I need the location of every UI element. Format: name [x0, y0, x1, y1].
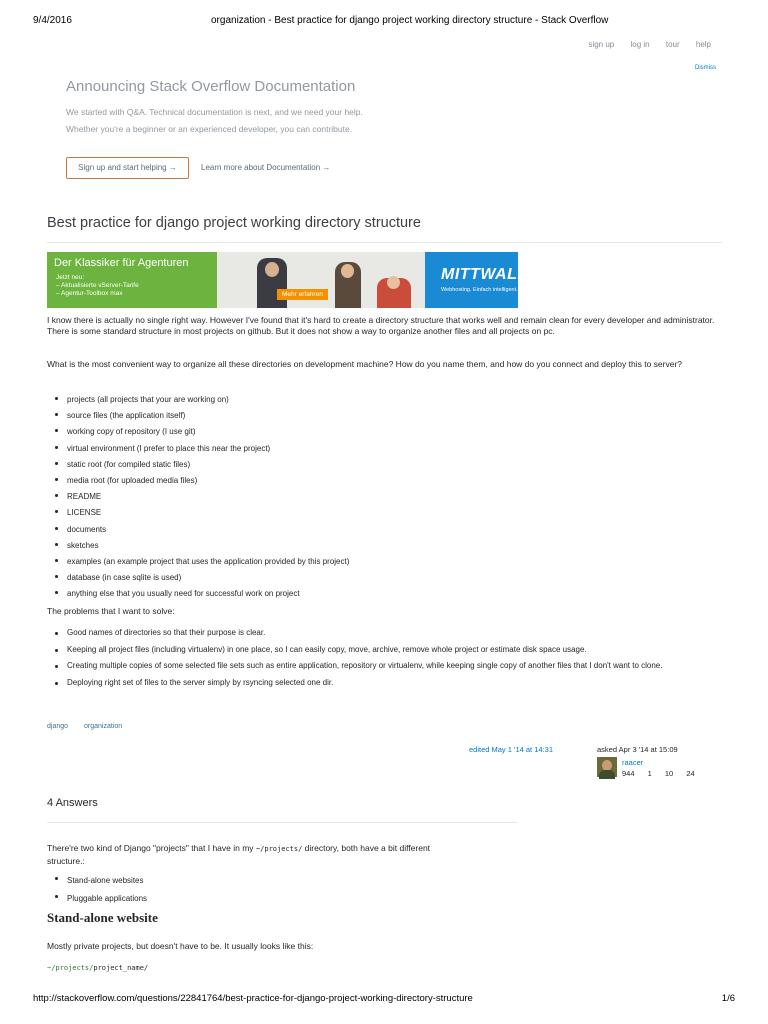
signup-link[interactable]: sign up: [588, 40, 615, 49]
problems-list: [47, 627, 737, 688]
list-item: virtual environment (I prefer to place this near the project): [47, 441, 737, 457]
tag-organization[interactable]: organization: [83, 723, 123, 730]
list-item: working copy of repository (I use git): [47, 424, 737, 440]
announcement-title: Announcing Stack Overflow Documentation: [66, 78, 356, 95]
print-title: organization - Best practice for django project working directory structure - Stack Overflow: [211, 15, 609, 26]
silver-badges: 10: [664, 769, 674, 778]
ad-brand-panel: [425, 252, 530, 308]
list-item: source files (the application itself): [47, 408, 737, 424]
problems-intro: The problems that I want to solve:: [47, 606, 175, 616]
answer-intro: There're two kind of Django "projects" that I have in my ~/projects/ directory, both have a bit different structure.:: [47, 843, 431, 866]
divider: [47, 242, 722, 243]
login-link[interactable]: log in: [630, 40, 650, 49]
bronze-badges: 24: [686, 769, 695, 778]
question-paragraph-1: I know there is actually no single right way. However I've found that it's hard to create a directory structure that works well and remain clean for every developer and administrator. There is some standard structure in most projects on github. But it does not show a way to organize another files and all projects on pc.: [47, 315, 715, 336]
ad-brand-logo: MITTWALD: [441, 266, 530, 283]
announcement-line-2: Whether you're a beginner or an experienced developer, you can contribute.: [66, 124, 353, 134]
edited-link[interactable]: edited May 1 '14 at 14:31: [469, 745, 553, 754]
code-block: ~/projects/project_name/: [47, 964, 149, 972]
divider: [47, 822, 517, 823]
list-item: examples (an example project that uses the application provided by this project): [47, 554, 737, 570]
user-reputation: [622, 769, 695, 778]
answer-paragraph: Mostly private projects, but doesn't have to be. It usually looks like this:: [47, 941, 314, 951]
topbar: [574, 40, 711, 49]
list-item: LICENSE: [47, 505, 737, 521]
ad-headline: Der Klassiker für Agenturen: [54, 257, 189, 269]
ad-left-panel: [47, 252, 217, 308]
tour-link[interactable]: tour: [665, 40, 680, 49]
print-date: 9/4/2016: [33, 15, 72, 26]
list-item: anything else that you usually need for successful work on project: [47, 586, 737, 602]
user-name-link[interactable]: raacer: [622, 758, 644, 767]
question-title[interactable]: Best practice for django project working directory structure: [47, 215, 421, 231]
project-kinds-list: [47, 872, 737, 908]
directory-list: [47, 392, 737, 603]
ad-banner[interactable]: [47, 252, 530, 308]
ad-subtext: Jetzt neu: – Aktualisierte vServer-Tarife – Agentur-Toolbox max: [56, 274, 139, 297]
documentation-announcement: [66, 78, 486, 179]
question-paragraph-2: What is the most convenient way to organize all these directories on development machine? How do you name them, and how do you connect and deploy this to server?: [47, 359, 683, 369]
reputation-score: 944: [622, 769, 635, 778]
print-footer: [33, 993, 735, 1004]
list-item: README: [47, 489, 737, 505]
inline-code: ~/projects/: [255, 845, 303, 853]
signup-helping-button[interactable]: Sign up and start helping →: [66, 157, 189, 179]
list-item: Good names of directories so that their purpose is clear.: [47, 627, 737, 639]
answers-count: 4 Answers: [47, 797, 98, 809]
ad-cta-button[interactable]: Mehr erfahren: [277, 289, 328, 300]
asked-date: asked Apr 3 '14 at 15:09: [597, 745, 678, 754]
list-item: Stand-alone websites: [47, 872, 737, 890]
page-number: 1/6: [721, 993, 735, 1004]
announcement-line-1: We started with Q&A. Technical documentation is next, and we need your help.: [66, 107, 363, 117]
dismiss-link[interactable]: Dismiss: [695, 65, 716, 71]
list-item: Keeping all project files (including virtualenv) in one place, so I can easily copy, move, archive, remove whole project or estimate disk space usage.: [47, 644, 737, 656]
list-item: Creating multiple copies of some selected file sets such as entire application, repository or virtualenv, while keeping single copy of another files that I don't want to clone.: [47, 660, 737, 672]
list-item: projects (all projects that your are working on): [47, 392, 737, 408]
list-item: Deploying right set of files to the server simply by rsyncing selected one dir.: [47, 677, 737, 689]
tag-list: [47, 723, 136, 730]
list-item: media root (for uploaded media files): [47, 473, 737, 489]
tag-django[interactable]: django: [47, 723, 69, 730]
avatar[interactable]: [597, 757, 617, 777]
help-link[interactable]: help: [695, 40, 711, 49]
gold-badges: 1: [647, 769, 652, 778]
list-item: documents: [47, 522, 737, 538]
print-url: http://stackoverflow.com/questions/22841764/best-practice-for-django-project-working-directory-structure: [33, 993, 473, 1004]
print-header: [33, 15, 735, 29]
list-item: static root (for compiled static files): [47, 457, 737, 473]
list-item: Pluggable applications: [47, 890, 737, 908]
list-item: sketches: [47, 538, 737, 554]
learn-more-link[interactable]: Learn more about Documentation →: [201, 163, 331, 172]
list-item: database (in case sqlite is used): [47, 570, 737, 586]
ad-tagline: Webhosting. Einfach intelligent.: [441, 287, 518, 293]
answer-heading: Stand-alone website: [47, 910, 158, 925]
